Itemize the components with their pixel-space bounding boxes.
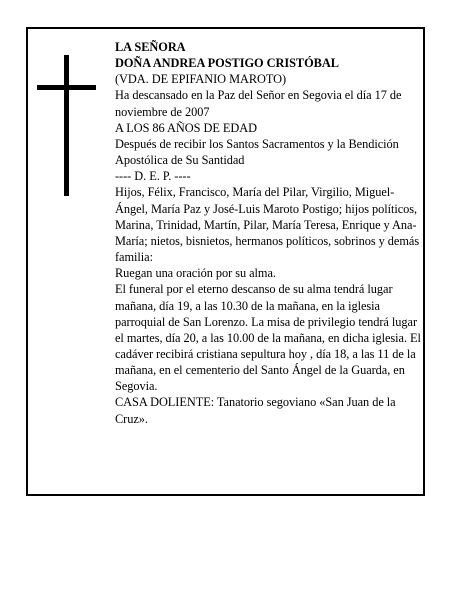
deceased-name: DOÑA ANDREA POSTIGO CRISTÓBAL (115, 56, 339, 71)
cross-vertical-bar (64, 55, 69, 196)
funeral-line: El funeral por el eterno descanso de su alma tendrá lugar mañana, día 19, a las 10.30 de la mañana, en la iglesia parroquial de San Lorenzo. La misa de privilegio tendrá lugar el martes, día 20, a las 10.00 de la mañana, en dicha iglesia. El cadáver recibirá cristiana sepultura hoy , día 18, a las 11 de la mañana, en el cementerio del Santo Ángel de la Guarda, en Segovia. (115, 282, 421, 394)
obituary-text (115, 39, 421, 427)
death-line: Ha descansado en la Paz del Señor en Segovia el día 17 de noviembre de 2007 (115, 88, 402, 119)
title-line: LA SEÑORA (115, 40, 186, 54)
rip-line: ---- D. E. P. ---- (115, 169, 191, 184)
age-line: A LOS 86 AÑOS DE EDAD (115, 120, 257, 135)
cross-horizontal-bar (37, 85, 96, 90)
prayer-line: Ruegan una oración por su alma. (115, 266, 276, 281)
widow-of-line: (VDA. DE EPIFANIO MAROTO) (115, 72, 287, 87)
mourning-house-line: CASA DOLIENTE: Tanatorio segoviano «San Juan de la Cruz». (115, 395, 396, 426)
family-line: Hijos, Félix, Francisco, María del Pilar, Virgilio, Miguel-Ángel, María Paz y José-Luis Maroto Postigo; hijos políticos, Marina, Trinidad, Martín, Pilar, María Teresa, Enrique y Ana-María; nietos, bisnietos, hermanos políticos, sobrinos y demás familia: (115, 185, 420, 265)
sacraments-line: Después de recibir los Santos Sacramentos y la Bendición Apostólica de Su Santidad (115, 136, 399, 168)
